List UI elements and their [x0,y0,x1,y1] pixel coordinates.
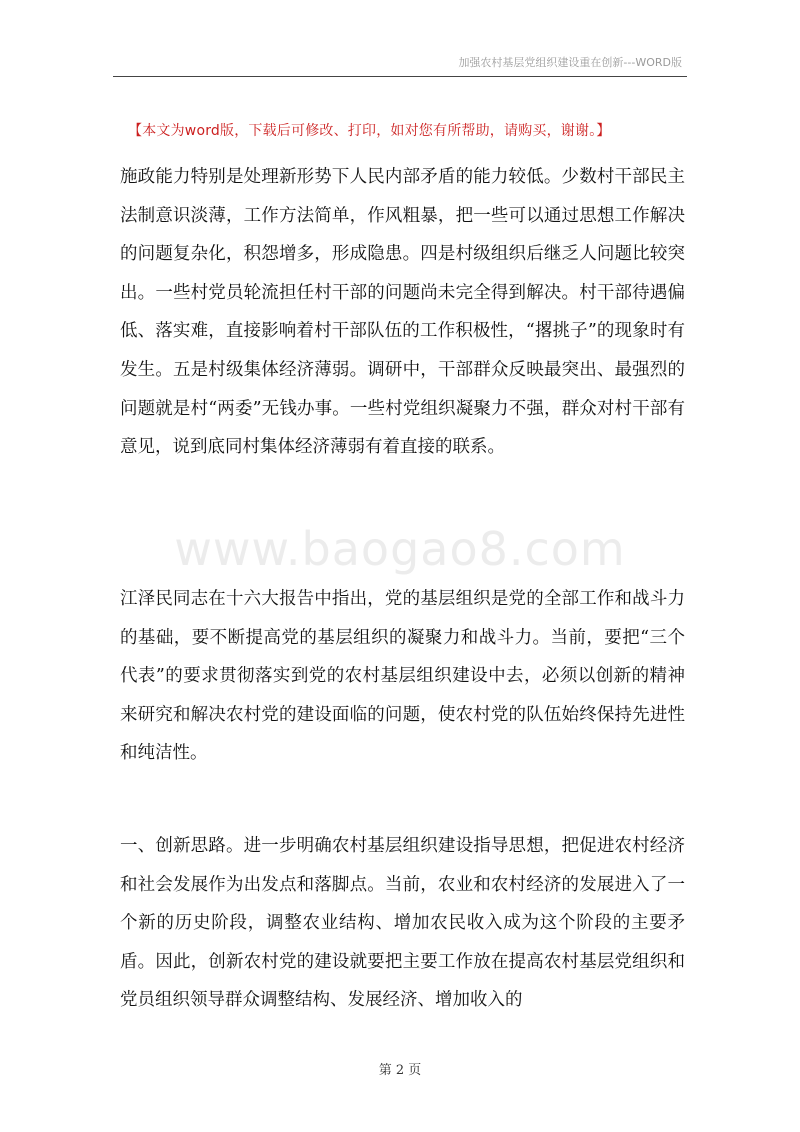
running-header: 加强农村基层党组织建设重在创新---WORD版 [458,56,682,69]
site-watermark: www.baogao8.com [174,522,626,576]
download-notice: 【本文为word版，下载后可修改、打印，如对您有所帮助，请购买，谢谢。】 [128,123,611,139]
body-paragraph-2 [120,580,685,773]
paragraph-text: 一、创新思路。进一步明确农村基层组织建设指导思想，把促进农村经济和社会发展作为出发点和落脚点。当前，农业和农村经济的发展进入了一个新的历史阶段，调整农业结构、增加农民收入成为这个阶段的主要矛盾。因此，创新农村党的建设就要把主要工作放在提高农村基层党组织和党员组织领导群众调整结构、发展经济、增加收入的 [120,836,685,1011]
body-paragraph-1 [120,158,685,467]
paragraph-text: 江泽民同志在十六大报告中指出，党的基层组织是党的全部工作和战斗力的基础，要不断提高党的基层组织的凝聚力和战斗力。当前，要把“三个代表”的要求贯彻落实到党的农村基层组织建设中去，必须以创新的精神来研究和解决农村党的建设面临的问题，使农村党的队伍始终保持先进性和纯洁性。 [120,589,685,764]
header-divider [113,76,687,77]
paragraph-text: 施政能力特别是处理新形势下人民内部矛盾的能力较低。少数村干部民主法制意识淡薄，工作方法简单，作风粗暴，把一些可以通过思想工作解决的问题复杂化，积怨增多，形成隐患。四是村级组织后继乏人问题比较突出。一些村党员轮流担任村干部的问题尚未完全得到解决。村干部待遇偏低、落实难，直接影响着村干部队伍的工作积极性，“撂挑子”的现象时有发生。五是村级集体经济薄弱。调研中，干部群众反映最突出、最强烈的问题就是村“两委”无钱办事。一些村党组织凝聚力不强，群众对村干部有意见，说到底同村集体经济薄弱有着直接的联系。 [120,167,685,458]
body-paragraph-3 [120,827,685,1020]
page-number: 第 2 页 [378,1063,422,1078]
